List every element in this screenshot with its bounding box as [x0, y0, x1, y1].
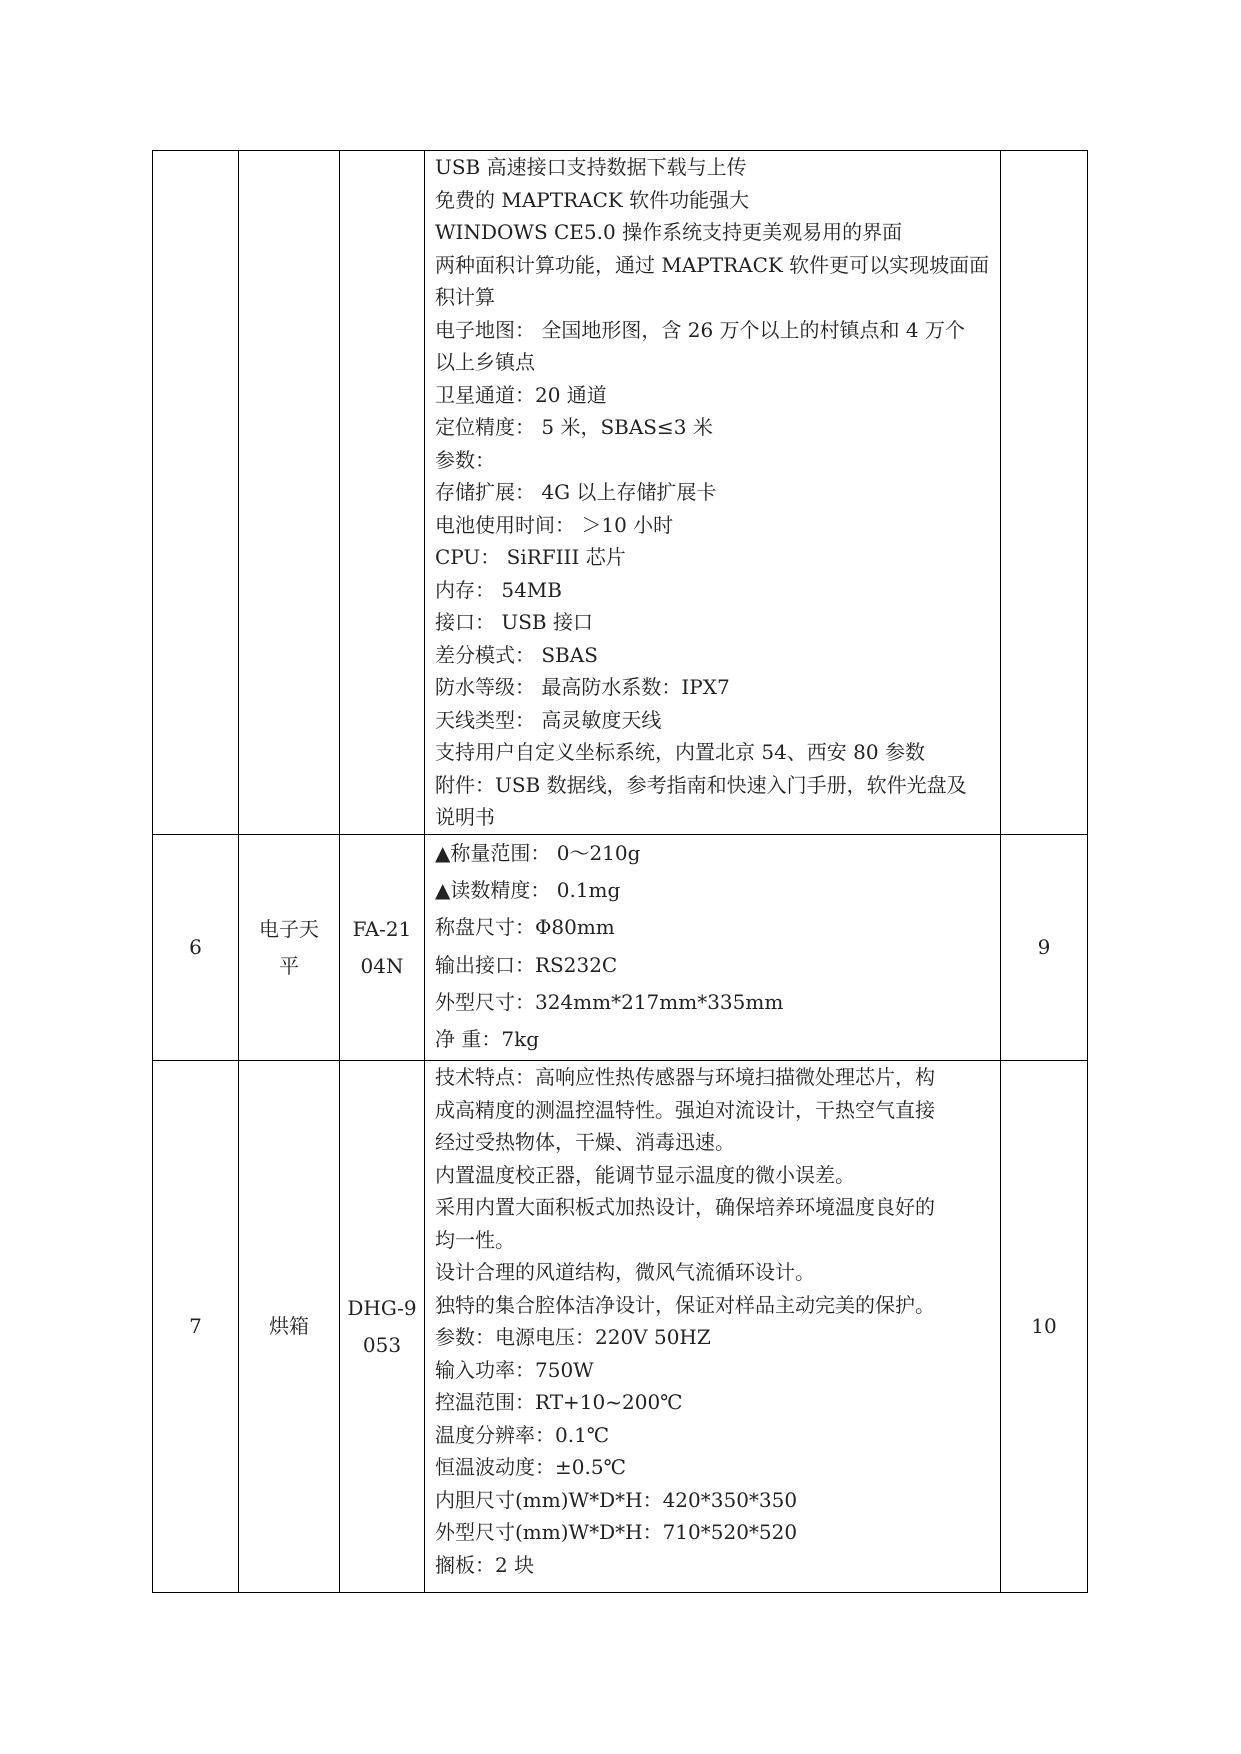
spec-line: 称盘尺寸：Φ80mm — [435, 915, 615, 940]
quantity-cell: 9 — [1001, 835, 1088, 1061]
spec-line: 外型尺寸(mm)W*D*H：710*520*520 — [435, 1520, 798, 1544]
model-line: FA-21 — [352, 916, 412, 941]
spec-line: 搁板：2 块 — [435, 1552, 535, 1577]
spec-line: 经过受热物体，干燥、消毒迅速。 — [435, 1130, 735, 1154]
spec-line: 设计合理的风道结构，微风气流循环设计。 — [435, 1260, 815, 1284]
spec-line: WINDOWS CE5.0 操作系统支持更美观易用的界面 — [435, 220, 903, 244]
model-line: DHG-9 — [347, 1295, 417, 1320]
spec-line: 控温范围：RT+10~200℃ — [435, 1390, 683, 1414]
equipment-spec-table — [152, 150, 1088, 1593]
table-row — [153, 151, 1088, 835]
table-row — [153, 1061, 1088, 1593]
table-row — [153, 835, 1088, 1061]
spec-line: 采用内置大面积板式加热设计，确保培养环境温度良好的 — [435, 1195, 935, 1219]
spec-line: 两种面积计算功能，通过 MAPTRACK 软件更可以实现坡面面 — [435, 252, 990, 277]
spec-line: 差分模式： SBAS — [435, 642, 598, 667]
model-line: 053 — [362, 1332, 402, 1357]
spec-line: 输出接口：RS232C — [435, 952, 618, 977]
spec-line: 积计算 — [435, 285, 495, 309]
name-cell — [239, 151, 340, 835]
spec-line: 电子地图： 全国地形图，含 26 万个以上的村镇点和 4 万个 — [435, 317, 965, 342]
spec-line: ▲读数精度： 0.1mg — [435, 878, 621, 903]
spec-line: 以上乡镇点 — [435, 350, 535, 374]
spec-line: 内胆尺寸(mm)W*D*H：420*350*350 — [435, 1487, 798, 1512]
name-line: 电子天 — [259, 916, 319, 941]
spec-line: 存储扩展： 4G 以上存储扩展卡 — [435, 480, 717, 504]
spec-line: 天线类型： 高灵敏度天线 — [435, 707, 662, 732]
model-line: 04N — [360, 953, 404, 978]
spec-line: 外型尺寸：324mm*217mm*335mm — [435, 989, 784, 1014]
spec-line: 附件：USB 数据线，参考指南和快速入门手册，软件光盘及 — [435, 772, 967, 797]
spec-line: 参数： — [435, 447, 495, 472]
index-cell: 6 — [153, 835, 239, 1061]
description-cell — [425, 1061, 1001, 1593]
name-cell — [239, 1061, 340, 1593]
quantity-cell: 10 — [1001, 1061, 1088, 1593]
description-cell — [425, 835, 1001, 1061]
spec-line: 防水等级： 最高防水系数：IPX7 — [435, 675, 730, 699]
spec-line: 内存： 54MB — [435, 577, 562, 602]
description-cell — [425, 151, 1001, 835]
spec-line: 电池使用时间： ＞10 小时 — [435, 512, 674, 537]
spec-line: 卫星通道：20 通道 — [435, 382, 607, 407]
name-cell — [239, 835, 340, 1061]
spec-line: 技术特点：高响应性热传感器与环境扫描微处理芯片，构 — [435, 1065, 935, 1089]
spec-line: 输入功率：750W — [435, 1357, 594, 1382]
spec-line: 净 重：7kg — [435, 1027, 540, 1052]
quantity-cell — [1001, 151, 1088, 835]
spec-line: 接口： USB 接口 — [435, 610, 593, 634]
spec-line: ▲称量范围： 0～210g — [435, 841, 641, 865]
model-cell — [340, 151, 425, 835]
spec-line: 均一性。 — [435, 1227, 515, 1252]
spec-line: 定位精度： 5 米，SBAS≤3 米 — [435, 415, 713, 439]
model-cell — [340, 835, 425, 1061]
spec-line: 支持用户自定义坐标系统，内置北京 54、西安 80 参数 — [435, 740, 925, 764]
name-line: 平 — [279, 953, 299, 978]
spec-line: 成高精度的测温控温特性。强迫对流设计，干热空气直接 — [435, 1097, 935, 1122]
spec-line: 参数：电源电压：220V 50HZ — [435, 1325, 711, 1349]
spec-line: 说明书 — [435, 805, 495, 829]
model-cell — [340, 1061, 425, 1593]
spec-line: 恒温波动度：±0.5℃ — [435, 1455, 626, 1479]
name-line: 烘箱 — [269, 1314, 309, 1338]
spec-line: 温度分辨率：0.1℃ — [435, 1422, 610, 1447]
spec-line: CPU： SiRFIII 芯片 — [435, 545, 626, 569]
spec-line: 独特的集合腔体洁净设计，保证对样品主动完美的保护。 — [435, 1292, 935, 1317]
spec-line: 内置温度校正器，能调节显示温度的微小误差。 — [435, 1162, 855, 1187]
index-cell: 7 — [153, 1061, 239, 1593]
spec-line: USB 高速接口支持数据下载与上传 — [435, 155, 747, 179]
spec-line: 免费的 MAPTRACK 软件功能强大 — [435, 187, 750, 212]
index-cell — [153, 151, 239, 835]
